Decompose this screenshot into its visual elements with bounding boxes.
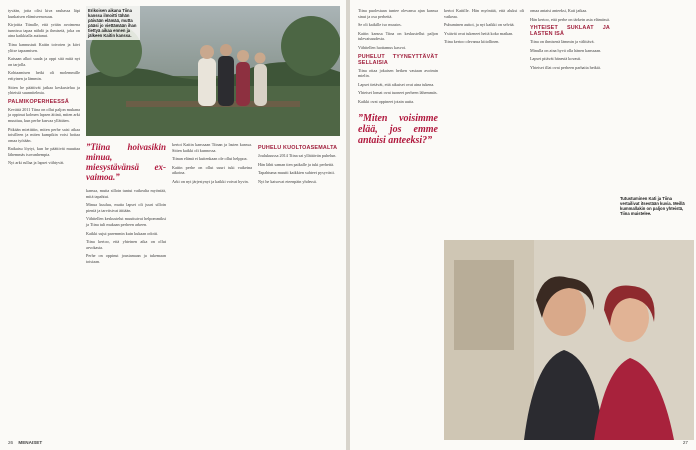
paragraph: Lapset pitävät hänestä kovasti. — [530, 56, 582, 62]
page-number: 26 — [8, 440, 14, 445]
paragraph: Kaikki sujui paremmin kuin kukaan odotti. — [86, 230, 159, 236]
paragraph: Arki on nyt järjestynyt ja kaikki voivat hyvin. — [172, 178, 249, 184]
paragraph: Kaikki ovat oppineet jotain uutta. — [358, 98, 415, 104]
paragraph: Tiina puolestaan tuntee olevansa ajan kanssa sinut ja osa perhettä. — [358, 8, 438, 19]
paragraph: Puhuminen auttoi, ja nyt kaikki on selvää. — [444, 22, 515, 28]
paragraph: kertoi Kaitille. Hän myöntää, että aluksi oli vaikeaa. — [444, 8, 524, 19]
paragraph: Perhe on oppinut joustamaan ja tukemaan toisiaan. — [86, 253, 166, 264]
paragraph: Kaitin kanssa Tiina on keskustellut paljon tulevaisuudesta. — [358, 30, 438, 42]
paragraph: Nyt arki rullaa ja lapset viihtyvät. — [8, 160, 65, 166]
left-column-2 — [86, 142, 166, 268]
left-page — [0, 0, 346, 450]
paragraph: Joulukuussa 2014 Tiina sai yllättävän puhelun. — [258, 153, 337, 158]
section-heading: YHTEISET SUKLAAT JA LASTEN ISÄ — [530, 25, 610, 38]
paragraph: Tapahtuma muutti kaikkien suhteet pysyvästi. — [258, 170, 335, 176]
photo-caption: Erikoisen aikana Tiina kanssa ilmoitti tähän päivään elämää, mutta pääsi jo viettämään ihan tiettyä aikaa ennen ja jälkeen Kaitin kanssa. — [86, 6, 140, 40]
paragraph: tyvään, jotta olisi kiva rauhassa läpi kunkaisen elämiseenosuus. — [8, 8, 80, 19]
magazine-name: MENAISET — [18, 440, 43, 445]
folio-right — [683, 440, 688, 445]
paragraph: Yhteiset lomat ovat tuoneet perheen lähemmäs. — [358, 90, 438, 96]
pull-quote: ”Tiina hoivasikin minua, miesystävänsä ex-vaimoa.” — [86, 142, 166, 182]
paragraph: Yhteiset illat ovat perheen parhaita hetkiä. — [530, 64, 601, 70]
paragraph: Kirjoitta Tiinalle, että yritän avoimena tunnissa tapaa nähdä ja ihmisetä, joka on aina kaikkialla auttanut. — [8, 22, 80, 39]
paragraph: Kaisaan alkoi saada ja oppi sitä mitä nyt on tarjolla. — [8, 56, 80, 67]
left-column-1 — [8, 8, 80, 169]
section-heading: PUHELU KUOLTOASEMALTA — [258, 145, 338, 151]
paragraph: Tiina kertoo olevansa kiitollinen. — [444, 39, 500, 45]
paragraph: kanssa, mutta silloin tuntui vaikealta myöntää, mitä tapahtui. — [86, 188, 166, 199]
paragraph: Kevättä 2011 Tiina on ollut paljon mukana ja oppinut kolmen lapsen äitinä, miten arki muuttuu, kun perhe kasvaa yllättäen. — [8, 106, 80, 123]
paragraph: Tiina ottaa jokaisen hetken vastaan avoimin mielin. — [358, 67, 438, 79]
photo-caption-box — [86, 6, 140, 40]
photo-caption-box — [620, 196, 690, 216]
paragraph: Ratkaisu löytyi, kun he päättivät muuttaa lähemmäs isovanhempia. — [8, 146, 80, 157]
paragraph: Minulla on aina hyvä olla hänen kanssaan. — [530, 47, 602, 53]
article-photo-right — [444, 240, 694, 440]
folio-left — [8, 440, 42, 445]
paragraph: Lapset tietävät, että aikuiset ovat aina tukena. — [358, 81, 435, 87]
paragraph: Tiina kertoo, että yhteinen aika on ollut arvokasta. — [86, 239, 166, 250]
paragraph: Minua kuuluu, mutta lapset oli juuri silloin pieniä ja tarvitsivat äitiään. — [86, 202, 166, 213]
pull-quote: ”Miten voisimme elää, jos emme antaisi anteeksi?” — [358, 112, 438, 146]
paragraph: Vähitellen keskustelut muuttuivat helpommiksi ja Tiina tuli mukaan perheen arkeen. — [86, 216, 166, 227]
photo-caption: Tutustuminen Kati ja Tiina vertailivat itsestään kuvia. Meillä kummallakin on paljon yhteistä, Tiina muistelee. — [620, 196, 685, 216]
right-column-2 — [444, 8, 524, 48]
right-column-1 — [358, 8, 438, 146]
paragraph: Hän kertoo, että perhe on tärkein asia elämässä. — [530, 16, 610, 22]
left-column-3 — [172, 142, 252, 188]
left-column-4 — [258, 142, 338, 187]
paragraph: Sitten he päättivät jatkaa keskustelua ja yhteisiä suunnitelmia. — [8, 84, 80, 96]
right-column-3 — [530, 8, 610, 74]
right-page — [350, 0, 696, 450]
paragraph: Kaitin perhe on ollut suuri tuki vaikeina aikoina. — [172, 164, 252, 176]
paragraph: Hän lähti saman tien paikalle ja tuki perhettä. — [258, 161, 335, 167]
paragraph: Kohtaamisen hetki oli molemmille erityinen ja lämmin. — [8, 70, 80, 81]
portrait-photo — [444, 240, 694, 440]
paragraph: Tiina kannustuti Kaitin toivoten ja kävi ylitse tapaamisen. — [8, 41, 80, 53]
section-heading: PALMIKOPERHEESSÄ — [8, 98, 69, 105]
section-heading: PUHELUT TYYNEYTTÄVÄT SELLAISIA — [358, 53, 438, 66]
paragraph: Ystävät ovat tukeneet heitä koko matkan. — [444, 30, 514, 36]
paragraph: Tiina on ihmisenä lämmin ja välittävä. — [530, 39, 595, 45]
page-number: 27 — [682, 440, 688, 445]
paragraph: omaa antaisi anteeksi, Kati jatkaa. — [530, 8, 588, 13]
paragraph: Tiinan elämä ei kuitenkaan ole ollut helppoa. — [172, 156, 248, 162]
paragraph: kertoi Kaitin kanssaan Tiinan ja lasten kanssa. Sitten kaikki oli kunnossa. — [172, 142, 252, 153]
paragraph: Se oli kaikille iso muutos. — [358, 22, 402, 28]
paragraph: Nyt he katsovat eteenpäin yhdessä. — [258, 178, 317, 184]
paragraph: Vähitellen luottamus kasvoi. — [358, 44, 407, 50]
paragraph: Pitkään mietittiin, miten perhe saisi aikaa toisilleen ja miten kumpikin voisi hoitaa omaa työtään. — [8, 126, 80, 143]
